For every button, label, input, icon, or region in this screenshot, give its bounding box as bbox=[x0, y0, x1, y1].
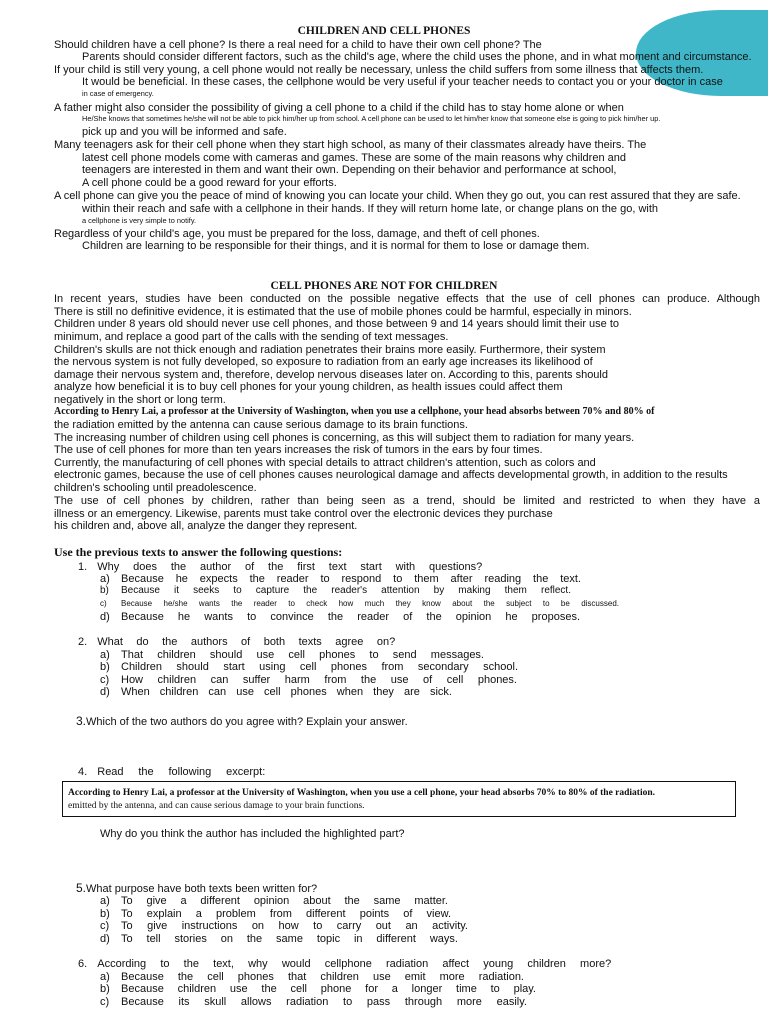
s1-line: A father might also consider the possibility of giving a cell phone to a child if the child has to stay home alone or when bbox=[54, 102, 624, 114]
question-number: 3. bbox=[76, 714, 87, 728]
s2-line: In recent years, studies have been conducted on the possible negative effects that the use of cell phones can produce. Although bbox=[54, 293, 760, 305]
s1-line: within their reach and safe with a cellphone in their hands. If they will return home late, or change plans on the go, with bbox=[82, 203, 659, 215]
excerpt-line: emitted by the antenna, and can cause serious damage to your brain functions. bbox=[68, 801, 365, 811]
question-text: According to the text, why would cellphone radiation affect young children more? bbox=[97, 958, 612, 970]
question-3 bbox=[76, 715, 760, 728]
s1-line: teenagers are interested in them and want their own. Depending on their behavior and performance at school, bbox=[82, 164, 617, 176]
s2-line: The use of cell phones for more than ten years increases the risk of tumors in the ears by four times. bbox=[54, 444, 543, 456]
s1-line: If your child is still very young, a cell phone would not really be necessary, unless the child suffers from some illness that affects them. bbox=[54, 64, 704, 76]
s1-line: Should children have a cell phone? Is there a real need for a child to have their own cell phone? The bbox=[54, 39, 542, 51]
question-text: Read the following excerpt: bbox=[97, 766, 266, 778]
q5-option-d: d) To tell stories on the same topic in different ways. bbox=[100, 933, 458, 945]
question-2 bbox=[78, 636, 760, 648]
s2-line: There is still no definitive evidence, it is estimated that the use of mobile phones could be harmful, especially in minors. bbox=[54, 306, 632, 318]
s1-line: Many teenagers ask for their cell phone when they start high school, as many of their classmates already have theirs. The bbox=[54, 139, 647, 151]
question-number: 5. bbox=[76, 881, 87, 895]
s1-line: in case of emergency. bbox=[82, 89, 154, 98]
question-text: What do the authors of both texts agree on? bbox=[97, 636, 396, 648]
question-4 bbox=[78, 766, 760, 778]
question-number: 1. bbox=[78, 561, 88, 573]
question-4-followup: Why do you think the author has included the highlighted part? bbox=[100, 828, 405, 840]
s2-line: Children's skulls are not thick enough and radiation penetrates their brains more easily. Furthermore, their system bbox=[54, 344, 606, 356]
q1-option-d: d) Because he wants to convince the reader of the opinion he proposes. bbox=[100, 611, 580, 623]
s2-line: Children under 8 years old should never use cell phones, and those between 9 and 14 years should limit their use to bbox=[54, 318, 620, 330]
s1-line: A cell phone could be a good reward for your efforts. bbox=[82, 177, 337, 189]
s2-line: electronic games, because the use of cell phones causes neurological damage and affects developmental growth, in addition to the results bbox=[54, 469, 728, 481]
s2-line: analyze how beneficial it is to buy cell phones for your young children, as health issues could affect them bbox=[54, 381, 563, 393]
q2-option-d: d) When children can use cell phones when they are sick. bbox=[100, 686, 452, 698]
s1-line: Parents should consider different factors, such as the child's age, where the child uses the phone, and in what moment and circumstance. bbox=[82, 51, 752, 63]
excerpt-highlighted: According to Henry Lai, a professor at the University of Washington, when you use a cell phone, your head absorbs 70% to 80% of the radiation. bbox=[68, 788, 656, 798]
s1-line: a cellphone is very simple to notify. bbox=[82, 216, 197, 225]
q6-option-c: c) Because its skull allows radiation to pass through more easily. bbox=[100, 996, 527, 1008]
s2-line: negatively in the short or long term. bbox=[54, 394, 226, 406]
question-number: 6. bbox=[78, 958, 88, 970]
s2-line: Currently, the manufacturing of cell phones with special details to attract children's attention, such as colors and bbox=[54, 457, 596, 469]
s2-line: children's schooling until preadolescence. bbox=[54, 482, 257, 494]
section2-title: CELL PHONES ARE NOT FOR CHILDREN bbox=[270, 280, 498, 292]
s2-line: minimum, and replace a good part of the calls with the sending of text messages. bbox=[54, 331, 449, 343]
s2-line: damage their nervous system and, therefore, develop nervous diseases later on. According to this, parents should bbox=[54, 369, 608, 381]
q6-option-a: a) Because the cell phones that children use emit more radiation. bbox=[100, 971, 524, 983]
q6-option-b: b) Because children use the cell phone for a longer time to play. bbox=[100, 983, 536, 995]
s1-line: latest cell phone models come with cameras and games. These are some of the main reasons why children and bbox=[82, 152, 626, 164]
q5-option-a: a) To give a different opinion about the same matter. bbox=[100, 895, 448, 907]
q5-option-b: b) To explain a problem from different points of view. bbox=[100, 908, 451, 920]
s2-line: the radiation emitted by the antenna can cause serious damage to its brain functions. bbox=[54, 419, 468, 431]
question-text: What purpose have both texts been written for? bbox=[86, 883, 318, 895]
q2-option-c: c) How children can suffer harm from the use of cell phones. bbox=[100, 674, 517, 686]
question-number: 2. bbox=[78, 636, 88, 648]
s2-line: The use of cell phones by children, rather than being seen as a trend, should be limited and restricted to when they have a bbox=[54, 495, 760, 507]
question-text: Which of the two authors do you agree with? Explain your answer. bbox=[86, 716, 408, 728]
s1-line: A cell phone can give you the peace of mind of knowing you can locate your child. When they go out, you can rest assured that they are safe. bbox=[54, 190, 741, 202]
question-text: Why does the author of the first text start with questions? bbox=[97, 561, 483, 573]
s2-line: the nervous system is not fully developed, so exposure to radiation from an early age increases its likelihood of bbox=[54, 356, 593, 368]
section1-title: CHILDREN AND CELL PHONES bbox=[297, 25, 471, 37]
question-1 bbox=[78, 561, 760, 573]
s1-line: He/She knows that sometimes he/she will not be able to pick him/her up from school. A cell phone can be used to let him/her know that someone else is going to pick him/her up. bbox=[82, 114, 661, 123]
s1-line: Regardless of your child's age, you must be prepared for the loss, damage, and theft of cell phones. bbox=[54, 228, 540, 240]
q1-option-a: a) Because he expects the reader to respond to them after reading the text. bbox=[100, 573, 581, 585]
excerpt-box bbox=[62, 781, 736, 817]
q2-option-b: b) Children should start using cell phones from secondary school. bbox=[100, 661, 518, 673]
s2-line-highlight: According to Henry Lai, a professor at the University of Washington, when you use a cellphone, your head absorbs between 70% and 80% of bbox=[54, 406, 655, 417]
s2-line: The increasing number of children using cell phones is concerning, as this will subject them to radiation for many years. bbox=[54, 432, 635, 444]
s1-line: Children are learning to be responsible for their things, and it is normal for them to lose or damage them. bbox=[82, 240, 590, 252]
question-number: 4. bbox=[78, 766, 88, 778]
s1-line: It would be beneficial. In these cases, the cellphone would be very useful if your teacher needs to contact you or your doctor in case bbox=[82, 76, 723, 88]
question-6 bbox=[78, 958, 760, 970]
s2-line: his children and, above all, analyze the danger they represent. bbox=[54, 520, 358, 532]
q5-option-c: c) To give instructions on how to carry out an activity. bbox=[100, 920, 468, 932]
s1-line: pick up and you will be informed and safe. bbox=[82, 126, 287, 138]
q1-option-b: b) Because it seeks to capture the reader's attention by making them reflect. bbox=[100, 585, 571, 596]
question-5 bbox=[76, 882, 760, 895]
q1-option-c: c) Because he/she wants the reader to check how much they know about the subject to be discussed. bbox=[100, 599, 619, 608]
questions-title: Use the previous texts to answer the following questions: bbox=[54, 545, 343, 559]
q2-option-a: a) That children should use cell phones to send messages. bbox=[100, 649, 484, 661]
s2-line: illness or an emergency. Likewise, parents must take control over the electronic devices they purchase bbox=[54, 508, 553, 520]
